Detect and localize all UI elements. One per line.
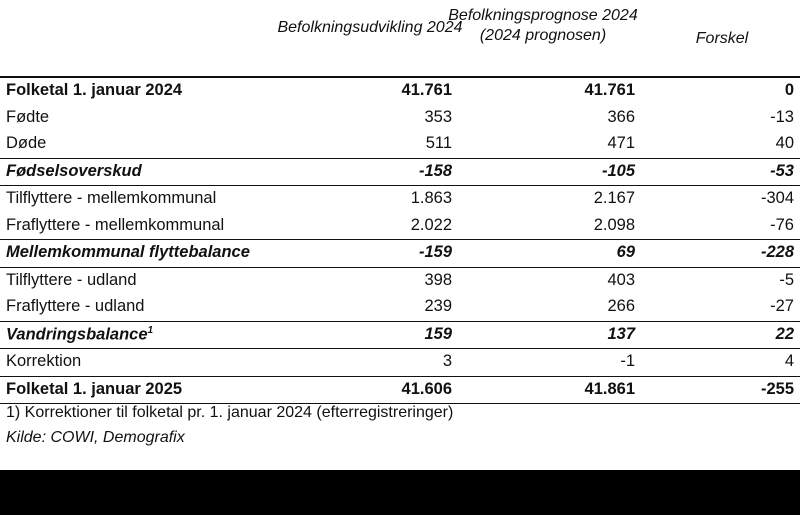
row-label: Folketal 1. januar 2024 xyxy=(6,81,183,99)
row-label: Korrektion xyxy=(6,352,82,370)
table-row xyxy=(0,131,800,158)
value-prognose: 366 xyxy=(607,107,635,126)
table-body xyxy=(0,78,800,404)
row-label-text: Vandringsbalance xyxy=(6,325,148,343)
row-label: Fraflyttere - udland xyxy=(6,297,145,315)
footnote-marker: 1 xyxy=(147,324,154,336)
value-forskel: -53 xyxy=(770,161,794,180)
table-row xyxy=(0,185,800,213)
value-forskel: 0 xyxy=(784,81,794,99)
header-befolkningsprognose: Befolkningsprognose 2024 (2024 prognosen) xyxy=(448,7,638,44)
value-forskel: -5 xyxy=(779,270,794,289)
row-label: Fødselsoverskud xyxy=(6,161,142,180)
value-prognose: 403 xyxy=(607,270,635,289)
table-row xyxy=(0,348,800,376)
value-prognose: 137 xyxy=(607,324,635,343)
table-row xyxy=(0,267,800,295)
row-label xyxy=(6,325,153,345)
table-row xyxy=(0,294,800,321)
table-row xyxy=(0,158,800,186)
value-udvikling: 41.606 xyxy=(401,379,452,398)
value-udvikling: -159 xyxy=(418,243,452,261)
value-forskel: -13 xyxy=(770,107,794,126)
value-prognose: -1 xyxy=(620,352,635,370)
footnote: 1) Korrektioner til folketal pr. 1. januar 2024 (efterregistreringer) xyxy=(6,404,454,421)
value-prognose: 2.167 xyxy=(593,189,635,207)
value-prognose: 41.761 xyxy=(584,81,635,99)
value-prognose: 69 xyxy=(616,243,635,261)
value-udvikling: -158 xyxy=(418,161,452,180)
header-befolkningsudvikling: Befolkningsudvikling 2024 xyxy=(277,19,463,36)
value-prognose: 471 xyxy=(607,134,635,152)
value-prognose: 2.098 xyxy=(593,215,635,234)
row-label: Døde xyxy=(6,134,47,152)
value-forskel: -76 xyxy=(770,215,794,234)
value-forskel: -255 xyxy=(760,379,794,398)
table-row xyxy=(0,105,800,132)
value-udvikling: 159 xyxy=(424,324,452,343)
source-note: Kilde: COWI, Demografix xyxy=(6,429,185,446)
value-forskel: 22 xyxy=(775,324,794,343)
value-udvikling: 511 xyxy=(425,134,452,152)
value-udvikling: 353 xyxy=(424,107,452,126)
value-udvikling: 239 xyxy=(424,297,452,315)
value-forskel: 4 xyxy=(784,352,794,370)
table-notes xyxy=(6,400,453,450)
value-prognose: 266 xyxy=(607,297,635,315)
table-row xyxy=(0,321,800,349)
table-row xyxy=(0,78,800,105)
table-row xyxy=(0,239,800,267)
row-label: Tilflyttere - udland xyxy=(6,270,137,289)
value-forskel: 40 xyxy=(775,134,794,152)
value-forskel: -228 xyxy=(760,243,794,261)
value-prognose: -105 xyxy=(601,161,635,180)
value-udvikling: 3 xyxy=(442,352,452,370)
value-forskel: -304 xyxy=(760,189,794,207)
value-prognose: 41.861 xyxy=(584,379,635,398)
row-label: Folketal 1. januar 2025 xyxy=(6,379,183,398)
value-udvikling: 398 xyxy=(424,270,452,289)
row-label: Fraflyttere - mellemkommunal xyxy=(6,215,225,234)
table-row xyxy=(0,213,800,240)
row-label: Fødte xyxy=(6,107,50,126)
row-label: Mellemkommunal flyttebalance xyxy=(6,243,250,261)
row-label: Tilflyttere - mellemkommunal xyxy=(6,189,217,207)
value-forskel: -27 xyxy=(770,297,794,315)
value-udvikling: 41.761 xyxy=(401,81,452,99)
table-header xyxy=(0,0,800,78)
value-udvikling: 1.863 xyxy=(410,189,452,207)
header-forskel: Forskel xyxy=(695,30,749,47)
value-udvikling: 2.022 xyxy=(410,215,452,234)
